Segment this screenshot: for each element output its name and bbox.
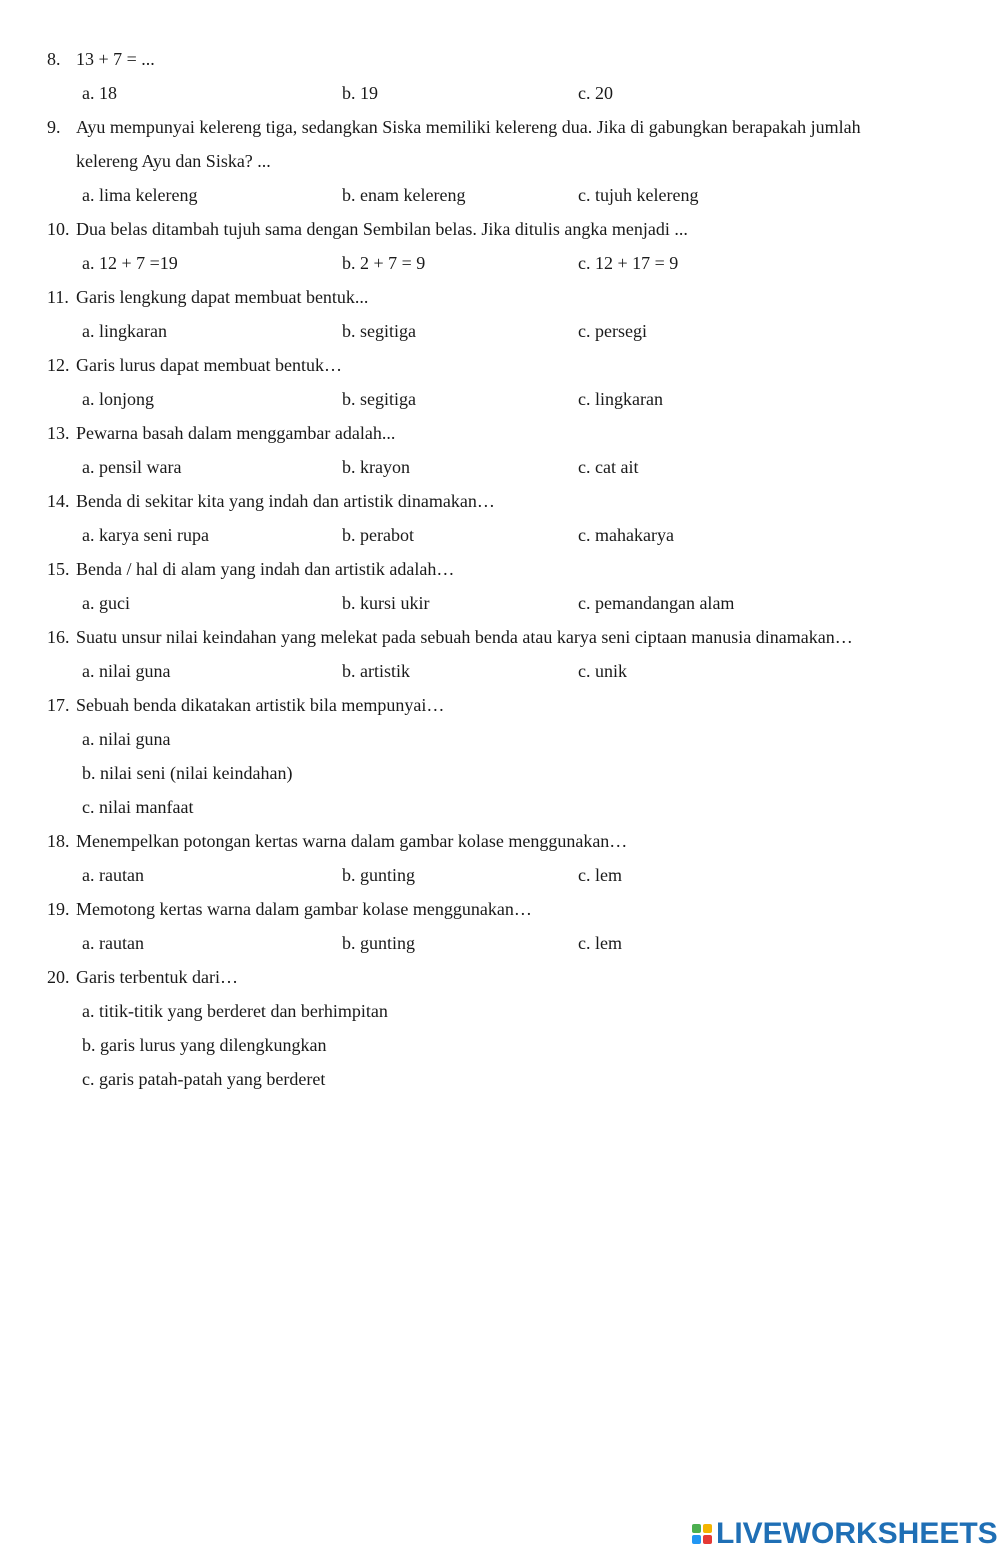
option-c[interactable]: c. nilai manfaat bbox=[82, 797, 194, 817]
question-text: Memotong kertas warna dalam gambar kolase menggunakan… bbox=[76, 899, 532, 919]
option-a[interactable]: a. titik-titik yang berderet dan berhimpitan bbox=[82, 1001, 388, 1021]
option-b[interactable]: b. kursi ukir bbox=[342, 593, 430, 613]
logo-cell-icon bbox=[692, 1535, 701, 1544]
option-a[interactable]: a. karya seni rupa bbox=[82, 525, 209, 545]
option-a[interactable]: a. guci bbox=[82, 593, 130, 613]
option-a[interactable]: a. 12 + 7 =19 bbox=[82, 253, 178, 273]
question-text: Ayu mempunyai kelereng tiga, sedangkan Siska memiliki kelereng dua. Jika di gabungkan berapakah jumlah bbox=[76, 117, 861, 137]
question-text: Garis lengkung dapat membuat bentuk... bbox=[76, 287, 369, 307]
option-a[interactable]: a. rautan bbox=[82, 933, 144, 953]
option-b[interactable]: b. krayon bbox=[342, 457, 410, 477]
question-text: Sebuah benda dikatakan artistik bila mempunyai… bbox=[76, 695, 445, 715]
logo-cell-icon bbox=[703, 1535, 712, 1544]
logo-cell-icon bbox=[692, 1524, 701, 1533]
question-text-line-2: kelereng Ayu dan Siska? ... bbox=[76, 151, 271, 171]
option-c[interactable]: c. 20 bbox=[578, 83, 613, 103]
option-c[interactable]: c. garis patah-patah yang berderet bbox=[82, 1069, 326, 1089]
question-number: 20. bbox=[47, 967, 70, 987]
option-b[interactable]: b. gunting bbox=[342, 933, 416, 953]
option-a[interactable]: a. nilai guna bbox=[82, 661, 171, 681]
option-b[interactable]: b. segitiga bbox=[342, 389, 416, 409]
option-c[interactable]: c. pemandangan alam bbox=[578, 593, 735, 613]
question-text: Suatu unsur nilai keindahan yang melekat pada sebuah benda atau karya seni ciptaan manusia dinamakan… bbox=[76, 627, 853, 647]
option-b[interactable]: b. garis lurus yang dilengkungkan bbox=[82, 1035, 327, 1055]
question-text: Garis lurus dapat membuat bentuk… bbox=[76, 355, 342, 375]
option-b[interactable]: b. nilai seni (nilai keindahan) bbox=[82, 763, 293, 783]
option-c[interactable]: c. persegi bbox=[578, 321, 647, 341]
question-number: 14. bbox=[47, 491, 70, 511]
question-number: 15. bbox=[47, 559, 70, 579]
option-a[interactable]: a. lingkaran bbox=[82, 321, 167, 341]
question-text: Benda / hal di alam yang indah dan artistik adalah… bbox=[76, 559, 455, 579]
question-number: 16. bbox=[47, 627, 70, 647]
option-b[interactable]: b. enam kelereng bbox=[342, 185, 466, 205]
question-text: Benda di sekitar kita yang indah dan artistik dinamakan… bbox=[76, 491, 495, 511]
option-a[interactable]: a. pensil wara bbox=[82, 457, 182, 477]
question-text: Dua belas ditambah tujuh sama dengan Sembilan belas. Jika ditulis angka menjadi ... bbox=[76, 219, 688, 239]
question-number: 8. bbox=[47, 49, 61, 69]
option-b[interactable]: b. 2 + 7 = 9 bbox=[342, 253, 426, 273]
option-c[interactable]: c. mahakarya bbox=[578, 525, 674, 545]
question-number: 19. bbox=[47, 899, 70, 919]
question-number: 10. bbox=[47, 219, 70, 239]
question-number: 18. bbox=[47, 831, 70, 851]
option-a[interactable]: a. lonjong bbox=[82, 389, 154, 409]
option-b[interactable]: b. 19 bbox=[342, 83, 378, 103]
option-a[interactable]: a. nilai guna bbox=[82, 729, 171, 749]
option-a[interactable]: a. 18 bbox=[82, 83, 117, 103]
question-number: 11. bbox=[47, 287, 69, 307]
logo-grid-icon bbox=[692, 1524, 712, 1544]
option-c[interactable]: c. lingkaran bbox=[578, 389, 663, 409]
option-c[interactable]: c. tujuh kelereng bbox=[578, 185, 699, 205]
question-text: Pewarna basah dalam menggambar adalah... bbox=[76, 423, 396, 443]
liveworksheets-logo bbox=[692, 1517, 998, 1551]
option-b[interactable]: b. segitiga bbox=[342, 321, 416, 341]
option-c[interactable]: c. lem bbox=[578, 933, 622, 953]
question-text: 13 + 7 = ... bbox=[76, 49, 155, 69]
option-c[interactable]: c. 12 + 17 = 9 bbox=[578, 253, 679, 273]
question-number: 13. bbox=[47, 423, 70, 443]
question-number: 17. bbox=[47, 695, 70, 715]
logo-text: LIVEWORKSHEETS bbox=[716, 1517, 998, 1550]
option-b[interactable]: b. gunting bbox=[342, 865, 416, 885]
question-number: 12. bbox=[47, 355, 70, 375]
option-b[interactable]: b. artistik bbox=[342, 661, 410, 681]
option-c[interactable]: c. lem bbox=[578, 865, 622, 885]
option-a[interactable]: a. lima kelereng bbox=[82, 185, 198, 205]
option-a[interactable]: a. rautan bbox=[82, 865, 144, 885]
question-text: Garis terbentuk dari… bbox=[76, 967, 238, 987]
option-c[interactable]: c. unik bbox=[578, 661, 627, 681]
option-b[interactable]: b. perabot bbox=[342, 525, 414, 545]
question-text: Menempelkan potongan kertas warna dalam gambar kolase menggunakan… bbox=[76, 831, 628, 851]
logo-cell-icon bbox=[703, 1524, 712, 1533]
question-number: 9. bbox=[47, 117, 61, 137]
option-c[interactable]: c. cat ait bbox=[578, 457, 639, 477]
